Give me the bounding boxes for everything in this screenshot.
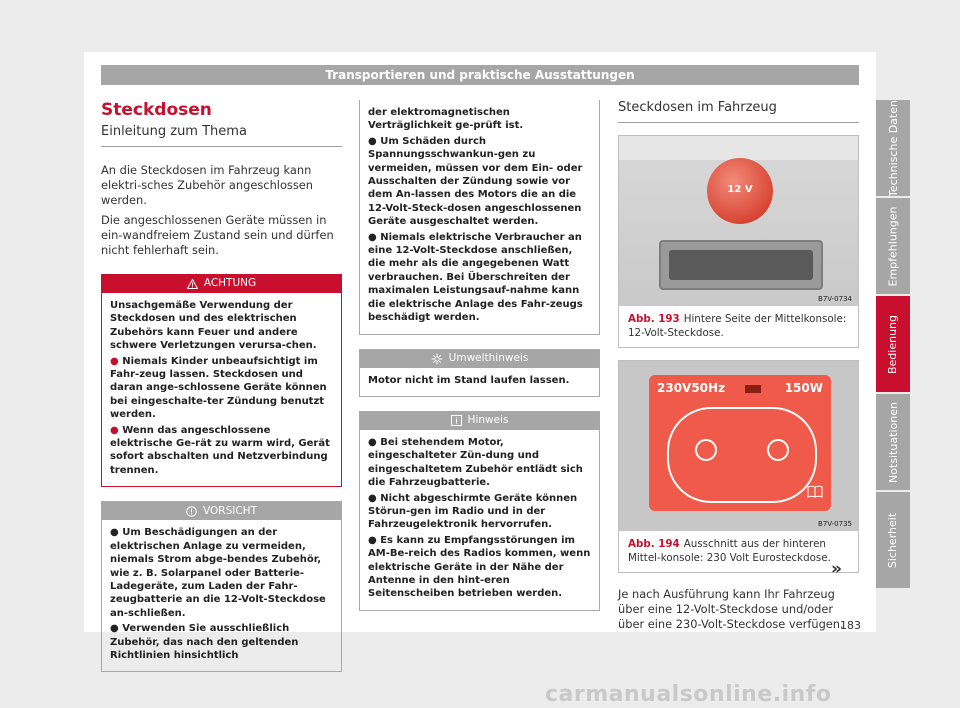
socket-label-12v: 12 V bbox=[727, 184, 753, 195]
umwelt-box bbox=[359, 349, 600, 397]
indicator-led bbox=[745, 385, 761, 393]
exclamation-circle-icon bbox=[186, 506, 197, 517]
achtung-intro: Unsachgemäße Verwendung der Steckdosen und des elektrischen Zubehörs kann Feuer und andere schwere Verletzungen verursa-chen. bbox=[110, 300, 317, 352]
achtung-header bbox=[102, 275, 341, 293]
hinweis-label: Hinweis bbox=[467, 414, 509, 427]
bullet-icon: ● bbox=[368, 135, 377, 147]
section-heading: Steckdosen im Fahrzeug bbox=[618, 100, 859, 123]
vorsicht-box-continued bbox=[359, 100, 600, 335]
umwelt-label: Umwelthinweis bbox=[448, 351, 529, 364]
figure-194-image bbox=[619, 361, 858, 531]
socket-cap-12v bbox=[707, 158, 773, 224]
vorsicht-body bbox=[102, 520, 341, 671]
environment-leaf-icon bbox=[431, 353, 443, 365]
vorsicht-bullet: ● Um Schäden durch Spannungsschwankun-gen zu vermeiden, müssen vor dem Ein- oder Ausschalten der Zündung sowie vor dem An-lassen des Motors die an die 12-Volt-Steck-dosen angeschlossenen Geräte ausgeschaltet werden. bbox=[368, 135, 583, 228]
eurosocket-plate bbox=[649, 375, 831, 511]
outlet-paragraph: Je nach Ausführung kann Ihr Fahrzeug über eine 12-Volt-Steckdose und/oder über eine 230-Volt-Steckdose verfügen. bbox=[618, 587, 844, 631]
achtung-body bbox=[102, 293, 341, 486]
socket-outline bbox=[667, 407, 817, 503]
hinweis-box bbox=[359, 411, 600, 611]
wattage-label: 150W bbox=[784, 381, 823, 395]
intro-paragraph-2: Die angeschlossenen Geräte müssen in ein-wandfreiem Zustand sein und dürfen nicht fehlerhaft sein. bbox=[101, 213, 334, 257]
hinweis-header bbox=[360, 412, 599, 430]
bullet-icon: ● bbox=[368, 492, 377, 504]
bullet-icon: ● bbox=[110, 527, 119, 539]
bullet-icon: ● bbox=[368, 436, 377, 448]
umwelt-header bbox=[360, 350, 599, 368]
vorsicht-label: VORSICHT bbox=[203, 504, 257, 517]
console-slot bbox=[659, 240, 823, 290]
figure-194-caption bbox=[619, 531, 858, 572]
tab-technische-daten[interactable]: Technische Daten bbox=[876, 100, 910, 196]
figure-code: B7V-0734 bbox=[818, 295, 852, 303]
figure-number: Abb. 194 bbox=[628, 538, 680, 550]
tab-notsituationen[interactable]: Notsituationen bbox=[876, 394, 910, 490]
hinweis-body bbox=[360, 430, 599, 610]
figure-193 bbox=[618, 135, 859, 348]
page-header: Transportieren und praktische Ausstattungen bbox=[101, 65, 859, 85]
warning-triangle-icon bbox=[187, 279, 198, 289]
intro-paragraph-1: An die Steckdosen im Fahrzeug kann elektri-sches Zubehör angeschlossen werden. bbox=[101, 163, 314, 207]
watermark: carmanualsonline.info bbox=[545, 682, 832, 707]
umwelt-body bbox=[360, 368, 599, 396]
hinweis-bullet: ● Es kann zu Empfangsstörungen im AM-Be-reich des Radios kommen, wenn elektrische Geräte in der Nähe der Antenne in den hint-eren Seitenscheiben betrieben werden. bbox=[368, 534, 591, 600]
section-subtitle: Einleitung zum Thema bbox=[101, 124, 342, 147]
bullet-icon: ● bbox=[368, 231, 377, 243]
achtung-box bbox=[101, 274, 342, 487]
vorsicht-bullet: ● Niemals elektrische Verbraucher an eine 12-Volt-Steckdose anschließen, die mehr als die angegebenen Watt verbrauchen. Bei Überschreiten der maximalen Leistungsauf-nahme kann die elektrische Anlage des Fahr-zeugs beschädigt werden. bbox=[368, 231, 583, 324]
socket-pin-hole-right bbox=[767, 439, 789, 461]
hinweis-bullet: ● Nicht abgeschirmte Geräte können Störun-gen im Radio und in der Fahrzeugelektronik hervorrufen. bbox=[368, 492, 578, 531]
tab-empfehlungen[interactable]: Empfehlungen bbox=[876, 198, 910, 294]
vorsicht-box bbox=[101, 501, 342, 672]
column-1 bbox=[101, 100, 342, 672]
tab-sicherheit[interactable]: Sicherheit bbox=[876, 492, 910, 588]
achtung-bullet: ● Niemals Kinder unbeaufsichtigt im Fahr-zeug lassen. Steckdosen und daran ange-schlossene Geräte können bei eingeschalte-ter Zündung benutzt werden. bbox=[110, 355, 327, 421]
info-icon bbox=[451, 415, 462, 426]
column-2 bbox=[359, 100, 600, 611]
vorsicht-continued-body bbox=[360, 100, 599, 334]
figure-193-caption bbox=[619, 306, 858, 347]
achtung-label: ACHTUNG bbox=[203, 277, 257, 290]
bullet-icon: ● bbox=[368, 534, 377, 546]
manual-book-icon bbox=[807, 485, 823, 499]
figure-194 bbox=[618, 360, 859, 573]
umwelt-text: Motor nicht im Stand laufen lassen. bbox=[368, 374, 570, 386]
bullet-icon: ● bbox=[110, 623, 119, 635]
vorsicht-continued-text: der elektromagnetischen Verträglichkeit ge-prüft ist. bbox=[368, 107, 524, 132]
continue-arrow-icon: » bbox=[831, 559, 842, 579]
section-title: Steckdosen bbox=[101, 100, 212, 120]
tab-bedienung[interactable]: Bedienung bbox=[876, 296, 910, 392]
bullet-icon: ● bbox=[110, 355, 119, 367]
vorsicht-header bbox=[102, 502, 341, 520]
socket-pin-hole-left bbox=[695, 439, 717, 461]
figure-number: Abb. 193 bbox=[628, 313, 680, 325]
figure-193-image bbox=[619, 136, 858, 306]
vorsicht-bullet: ● Verwenden Sie ausschließlich Zubehör, das nach den geltenden Richtlinien hinsichtlich bbox=[110, 623, 299, 661]
vorsicht-bullet: ● Um Beschädigungen an der elektrischen Anlage zu vermeiden, niemals Strom abge-bendes Zubehör, wie z. B. Solarpanel oder Batterie-Ladegeräte, zum Laden der Fahr-zeugbatterie an die 12-Volt-Steckdose an-schließen. bbox=[110, 527, 326, 619]
voltage-label: 230V50Hz bbox=[657, 381, 726, 395]
figure-caption-text: Hintere Seite der Mittelkonsole: 12-Volt-Steckdose. bbox=[628, 313, 847, 339]
page-number: 183 bbox=[840, 619, 861, 632]
column-3 bbox=[618, 100, 859, 632]
achtung-bullet: ● Wenn das angeschlossene elektrische Ge-rät zu warm wird, Gerät sofort abschalten und Netzverbindung trennen. bbox=[110, 424, 330, 476]
hinweis-bullet: ● Bei stehendem Motor, eingeschalteter Zün-dung und eingeschaltetem Zubehör entlädt sich die Fahrzeugbatterie. bbox=[368, 436, 583, 489]
bullet-icon: ● bbox=[110, 424, 119, 436]
figure-code: B7V-0735 bbox=[818, 520, 852, 528]
figure-caption-text: Ausschnitt aus der hinteren Mittel-konsole: 230 Volt Eurosteckdose. bbox=[628, 538, 831, 564]
